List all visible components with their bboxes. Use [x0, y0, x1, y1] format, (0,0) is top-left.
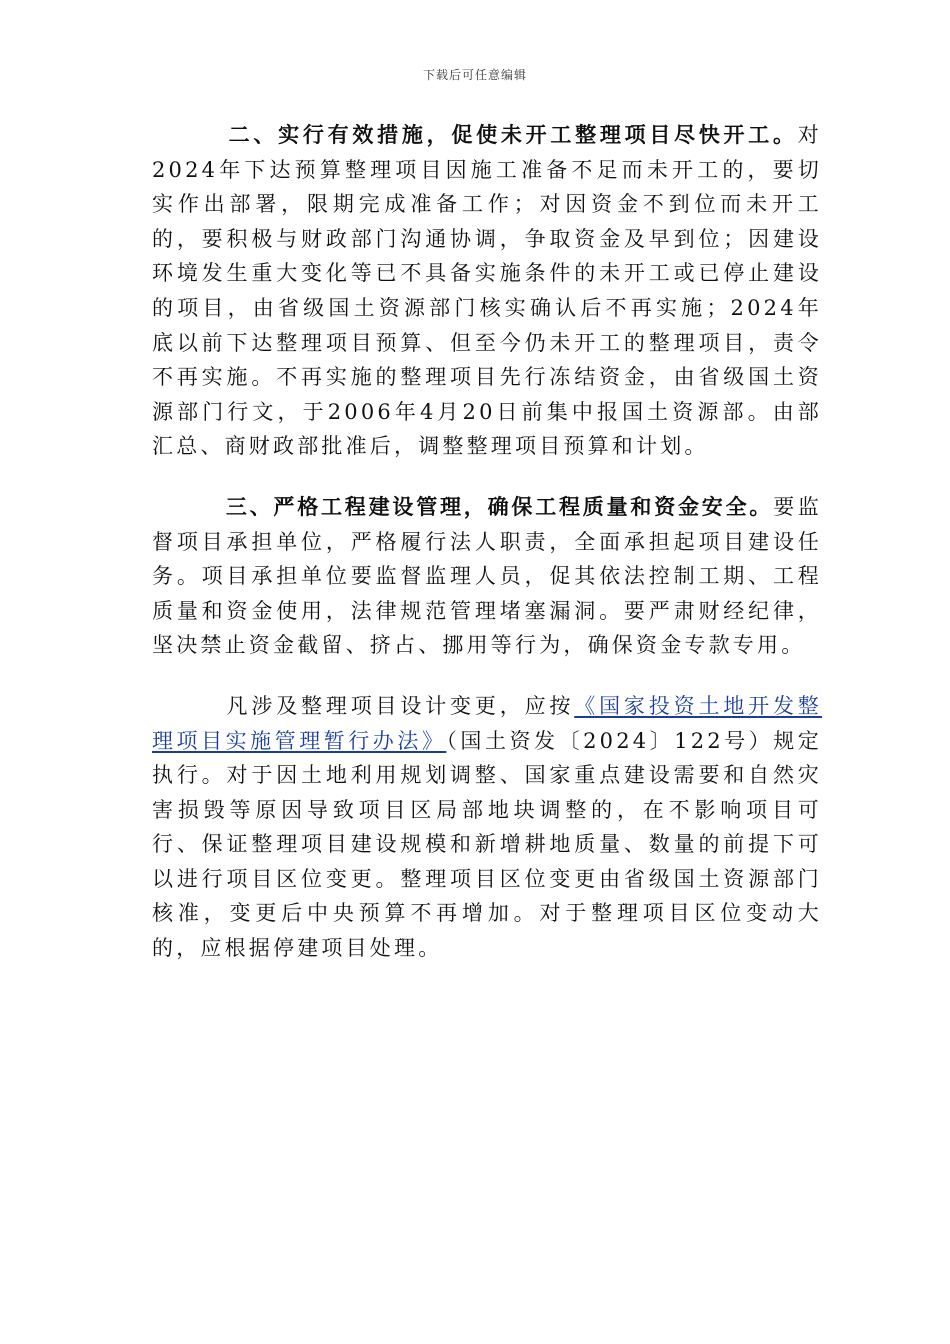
- page-header: 下载后可任意编辑: [422, 68, 527, 82]
- section-body: 对2024年下达预算整理项目因施工准备不足而未开工的，要切实作出部署，限期完成准备工作；对因资金不到位而未开工的，要积极与财政部门沟通协调，争取资金及早到位；因建设环境发生重大变化等已不具备实施条件的未开工或已停止建设的项目，由省级国土资源部门核实确认后不再实施；2024年底以前下达整理项目预算、但至今仍未开工的整理项目，责令不再实施。不再实施的整理项目先行冻结资金，由省级国土资源部门行文，于2006年4月20日前集中报国土资源部。由部汇总、商财政部批准后，调整整理项目预算和计划。: [152, 123, 822, 459]
- section-heading: 二、实行有效措施，促使未开工整理项目尽快开工。: [228, 122, 798, 147]
- paragraph-indent: [152, 123, 229, 147]
- paragraph-indent: [152, 694, 227, 718]
- section-management: [152, 490, 822, 663]
- section-body-intro: 凡涉及整理项目设计变更，应按: [226, 693, 575, 718]
- regulation-link[interactable]: 《国家投资土地开发整理项目实施管理暂行办法》: [152, 693, 822, 753]
- section-body: 要监督项目承担单位，严格履行法人职责，全面承担起项目建设任务。项目承担单位要监督监理人员，促其依法控制工期、工程质量和资金使用，法律规范管理堵塞漏洞。要严肃财经纪律，坚决禁止资金截留、挤占、挪用等行为，确保资金专款专用。: [152, 494, 823, 658]
- document-body: [152, 118, 822, 966]
- paragraph-indent: [152, 495, 226, 519]
- section-measures: [152, 118, 822, 464]
- section-body-rest: （国土资发〔2024〕122号）规定执行。对于因土地利用规划调整、国家重点建设需要和自然灾害损毁等原因导致项目区局部地块调整的，在不影响项目可行、保证整理项目建设规模和新增耕地质量、数量的前提下可以进行项目区位变更。整理项目区位变更由省级国土资源部门核准，变更后中央预算不再增加。对于整理项目区位变动大的，应根据停建项目处理。: [152, 728, 822, 961]
- section-design-change: [152, 689, 822, 966]
- section-heading: 三、严格工程建设管理，确保工程质量和资金安全。: [225, 493, 774, 519]
